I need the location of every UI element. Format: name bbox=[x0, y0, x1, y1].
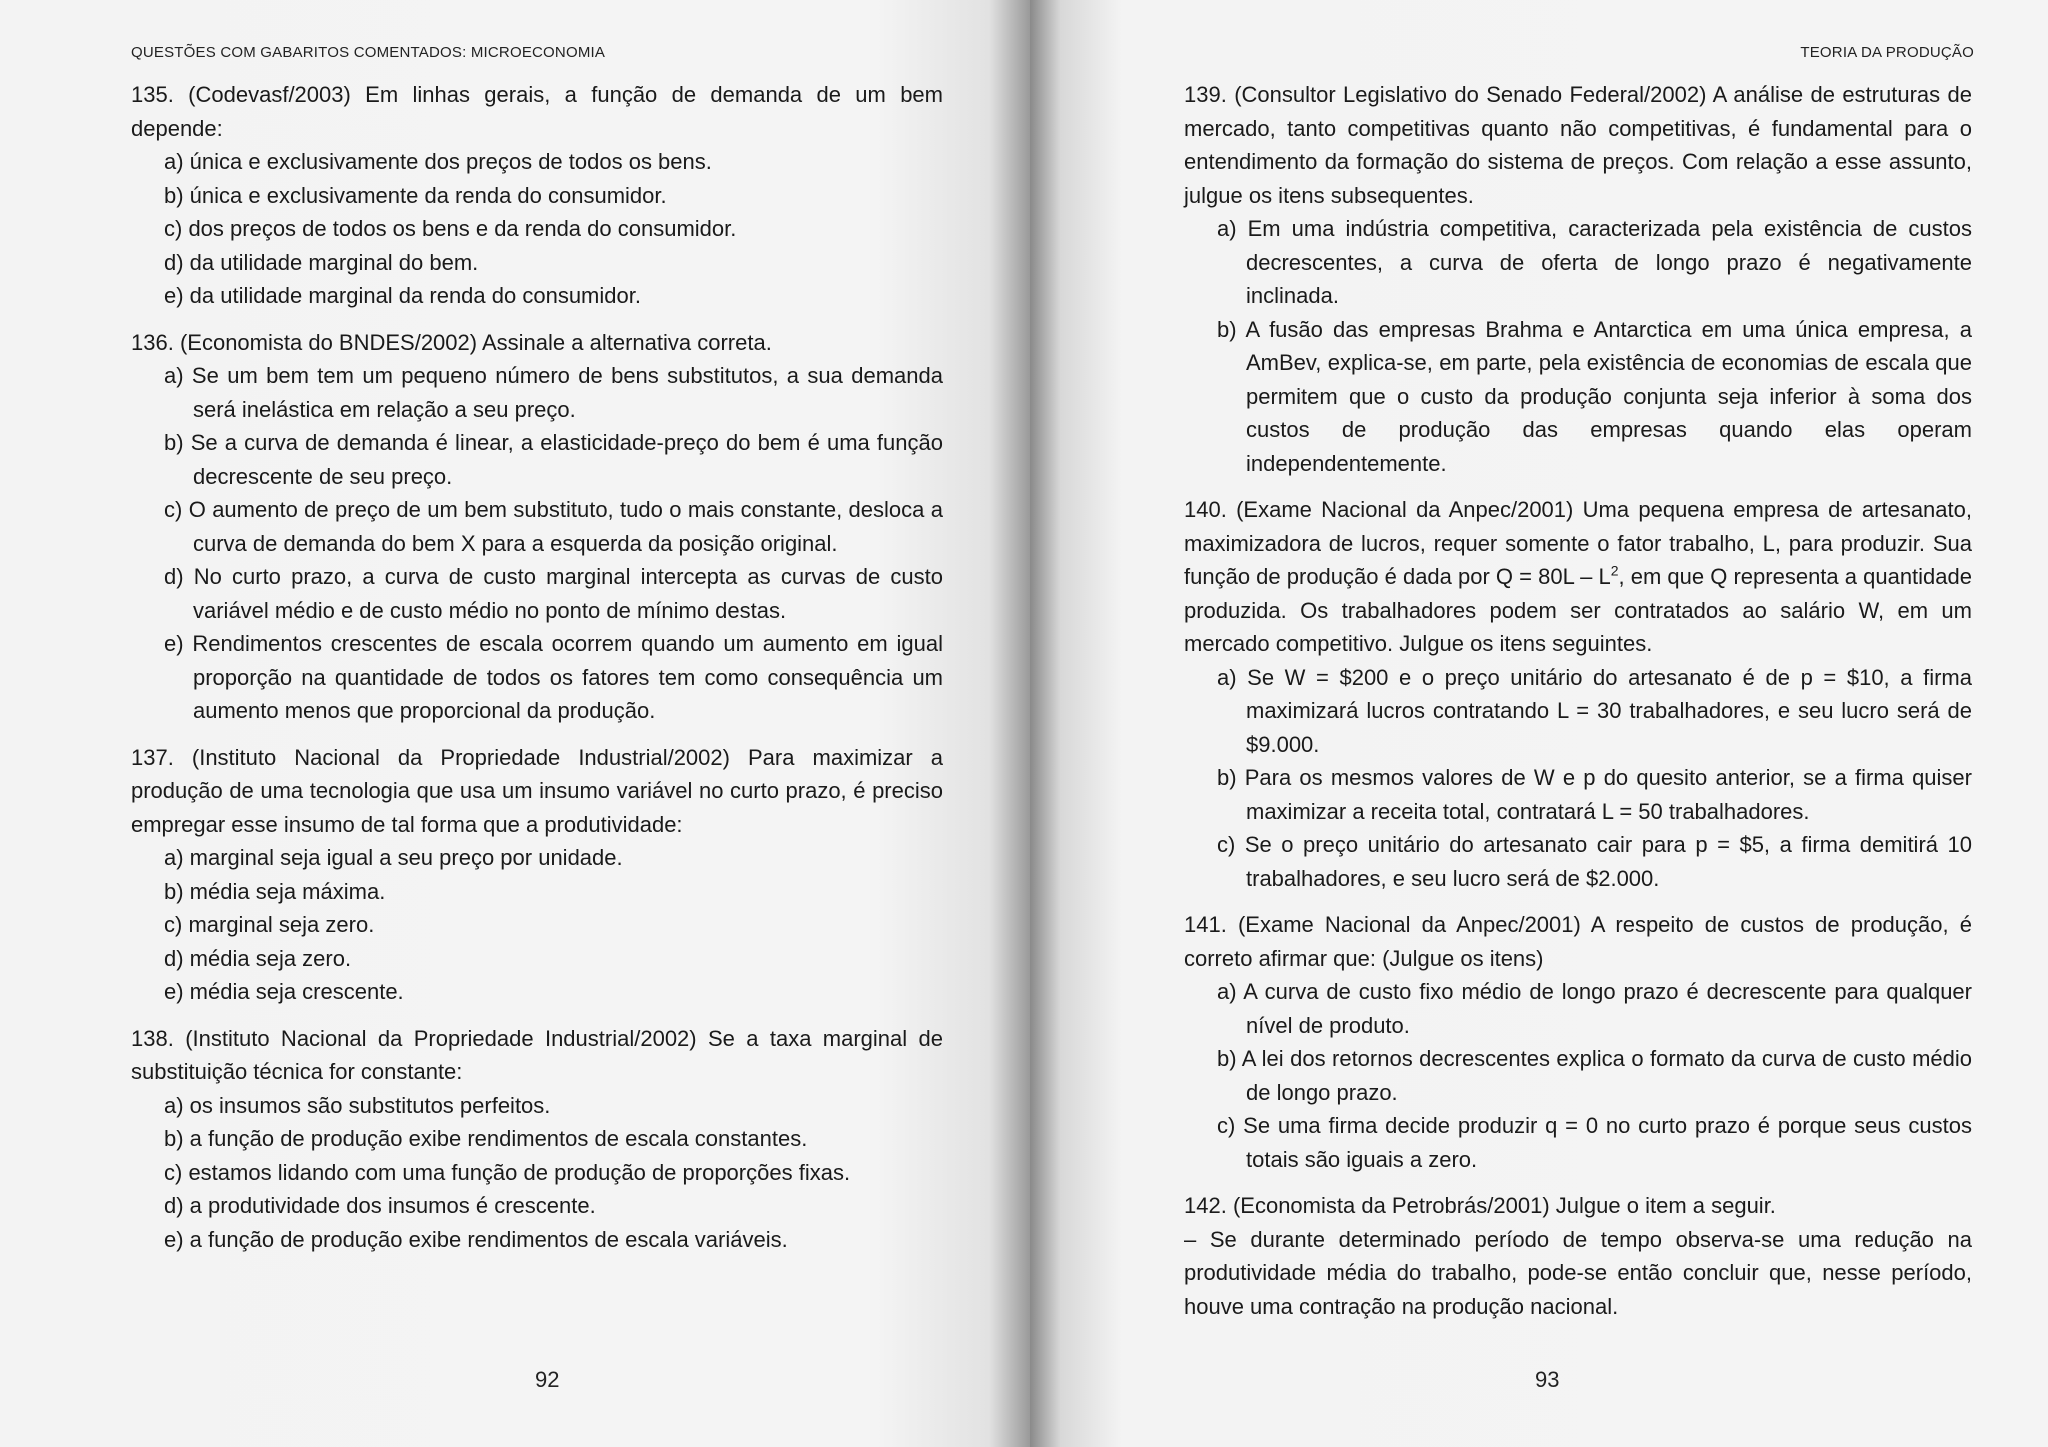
page-number-left: 92 bbox=[535, 1367, 560, 1392]
option-b: b) Para os mesmos valores de W e p do quesito anterior, se a firma quiser maximizar a receita total, contratará L = 50 trabalhadores. bbox=[1217, 765, 1972, 824]
question-140 bbox=[1184, 493, 1972, 895]
option-a: a) Se W = $200 e o preço unitário do artesanato é de p = $10, a firma maximizará lucros contratando L = 30 trabalhadores, e seu lucro será de $9.000. bbox=[1217, 664, 1972, 757]
option-d: d) da utilidade marginal do bem. bbox=[164, 249, 479, 275]
question-138 bbox=[131, 1022, 943, 1257]
question-stem: (Economista da Petrobrás/2001) Julgue o item a seguir. bbox=[1232, 1193, 1776, 1218]
question-141 bbox=[1184, 908, 1972, 1176]
option-c: c) O aumento de preço de um bem substituto, tudo o mais constante, desloca a curva de demanda do bem X para a esquerda da posição original. bbox=[164, 497, 943, 556]
question-137 bbox=[131, 741, 943, 1009]
option-e: e) a função de produção exibe rendimentos de escala variáveis. bbox=[164, 1226, 788, 1252]
question-stem: (Instituto Nacional da Propriedade Industrial/2002) Se a taxa marginal de substituição técnica for constante: bbox=[131, 1025, 943, 1084]
option-b: b) única e exclusivamente da renda do consumidor. bbox=[164, 182, 667, 208]
option-d: d) a produtividade dos insumos é crescente. bbox=[164, 1193, 596, 1218]
right-page-content bbox=[1184, 78, 1972, 1336]
option-d: d) média seja zero. bbox=[164, 945, 352, 971]
question-136 bbox=[131, 326, 943, 728]
option-list bbox=[131, 359, 943, 728]
option-b: b) a função de produção exibe rendimentos de escala constantes. bbox=[164, 1126, 808, 1151]
option-a: a) Em uma indústria competitiva, caracterizada pela existência de custos decrescentes, a curva de oferta de longo prazo é negativamente inclinada. bbox=[1217, 216, 1972, 308]
question-number: 140. bbox=[1184, 497, 1227, 522]
question-stem: (Exame Nacional da Anpec/2001) Uma pequena empresa de artesanato, maximizadora de lucros, requer somente o fator trabalho, L, para produzir. Sua função de produção é dada por $Q = 80L - L^2$, em que Q representa a quantidade produzida. Os trabalhadores podem ser contratados ao salário W, em um mercado competitivo. Julgue os itens seguintes. bbox=[1184, 497, 1972, 656]
option-list bbox=[1184, 975, 1972, 1176]
running-head-right: TEORIA DA PRODUÇÃO bbox=[1800, 44, 1974, 61]
option-c: c) estamos lidando com uma função de produção de proporções fixas. bbox=[164, 1159, 851, 1185]
option-list bbox=[131, 145, 943, 313]
option-a: a) os insumos são substitutos perfeitos. bbox=[164, 1092, 551, 1118]
option-a: a) marginal seja igual a seu preço por unidade. bbox=[164, 845, 623, 870]
option-list bbox=[131, 1089, 943, 1257]
question-135 bbox=[131, 78, 943, 313]
option-c: c) Se uma firma decide produzir q = 0 no curto prazo é porque seus custos totais são iguais a zero. bbox=[1217, 1113, 1972, 1172]
running-head-left: QUESTÕES COM GABARITOS COMENTADOS: MICROECONOMIA bbox=[131, 44, 606, 61]
question-number: 138. bbox=[131, 1025, 174, 1051]
question-stem: (Codevasf/2003) Em linhas gerais, a função de demanda de um bem depende: bbox=[131, 82, 943, 141]
page-number-right: 93 bbox=[1535, 1367, 1560, 1392]
option-list bbox=[1184, 661, 1972, 896]
question-stem: (Consultor Legislativo do Senado Federal/2002) A análise de estruturas de mercado, tanto competitivas quanto não competitivas, é fundamental para o entendimento da formação do sistema de preços. Com relação a esse assunto, julgue os itens subsequentes. bbox=[1184, 82, 1972, 208]
option-b: b) A fusão das empresas Brahma e Antarctica em uma única empresa, a AmBev, explica-se, em parte, pela existência de economias de escala que permitem que o custo da produção conjunta seja inferior à soma dos custos de produção das empresas quando elas operam independentemente. bbox=[1217, 316, 1972, 476]
option-a: a) A curva de custo fixo médio de longo prazo é decrescente para qualquer nível de produto. bbox=[1217, 979, 1972, 1038]
question-number: 142. bbox=[1184, 1193, 1227, 1218]
option-e: e) da utilidade marginal da renda do consumidor. bbox=[164, 283, 641, 308]
question-stem: (Economista do BNDES/2002) Assinale a alternativa correta. bbox=[179, 329, 772, 355]
question-number: 139. bbox=[1184, 82, 1227, 107]
option-c: c) Se o preço unitário do artesanato cair para p = $5, a firma demitirá 10 trabalhadores, e seu lucro será de $2.000. bbox=[1217, 832, 1972, 891]
option-b: b) A lei dos retornos decrescentes explica o formato da curva de custo médio de longo prazo. bbox=[1217, 1046, 1972, 1105]
option-a: a) única e exclusivamente dos preços de todos os bens. bbox=[164, 149, 712, 174]
option-b: b) Se a curva de demanda é linear, a elasticidade-preço do bem é uma função decrescente de seu preço. bbox=[164, 430, 943, 489]
question-text: – Se durante determinado período de tempo observa-se uma redução na produtividade média do trabalho, pode-se então concluir que, nesse período, houve uma contração na produção nacional. bbox=[1184, 1226, 1972, 1319]
right-page bbox=[1030, 0, 2048, 1447]
option-e: e) Rendimentos crescentes de escala ocorrem quando um aumento em igual proporção na quantidade de todos os fatores tem como consequência um aumento menos que proporcional da produção. bbox=[164, 631, 943, 723]
question-stem: (Instituto Nacional da Propriedade Industrial/2002) Para maximizar a produção de uma tecnologia que usa um insumo variável no curto prazo, é preciso empregar esse insumo de tal forma que a produtividade: bbox=[131, 744, 943, 837]
question-number: 136. bbox=[131, 329, 174, 355]
option-list bbox=[1184, 212, 1972, 480]
option-e: e) média seja crescente. bbox=[164, 979, 404, 1004]
left-page-content bbox=[131, 78, 943, 1269]
question-stem: (Exame Nacional da Anpec/2001) A respeito de custos de produção, é correto afirmar que: (Julgue os itens) bbox=[1184, 912, 1972, 971]
question-number: 135. bbox=[131, 82, 174, 107]
option-a: a) Se um bem tem um pequeno número de bens substitutos, a sua demanda será inelástica em relação a seu preço. bbox=[164, 363, 943, 422]
option-list bbox=[131, 841, 943, 1009]
option-c: c) dos preços de todos os bens e da renda do consumidor. bbox=[164, 216, 737, 241]
question-number: 137. bbox=[131, 744, 174, 770]
exponent: 2 bbox=[1610, 562, 1619, 579]
option-d: d) No curto prazo, a curva de custo marginal intercepta as curvas de custo variável médio e de custo médio no ponto de mínimo destas. bbox=[164, 564, 943, 623]
option-c: c) marginal seja zero. bbox=[164, 912, 375, 937]
question-142 bbox=[1184, 1189, 1972, 1323]
option-b: b) média seja máxima. bbox=[164, 878, 386, 904]
question-number: 141. bbox=[1184, 912, 1227, 937]
question-139 bbox=[1184, 78, 1972, 480]
